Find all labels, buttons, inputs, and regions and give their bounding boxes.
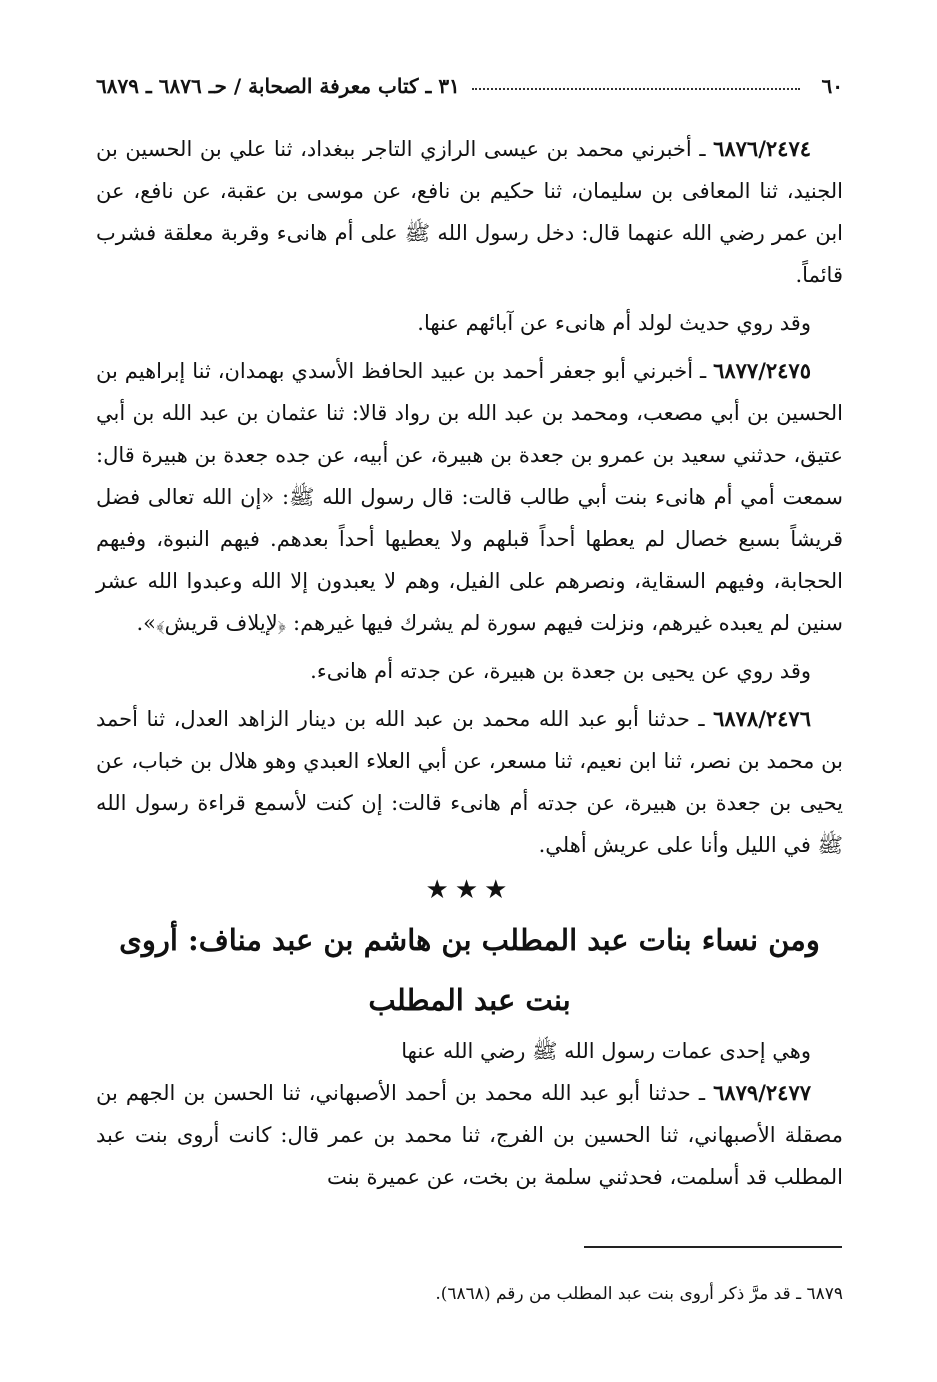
narration-note: وقد روي عن يحيى بن جعدة بن هبيرة، عن جدته أم هانىء. bbox=[310, 659, 811, 683]
hadith-text: ـ أخبرني أبو جعفر أحمد بن عبيد الحافظ الأسدي بهمدان، ثنا إبراهيم بن الحسين بن أبي مصعب، ومحمد بن عبد الله بن رواد قالا: ثنا عثمان بن عبد الله بن أبي عتيق، حدثني سعيد بن عمرو بن جعدة بن هبيرة، عن أبيه، عن جده جعدة بن هبيرة قال: سمعت أمي أم هانىء بنت أبي طالب قالت: قال رسول الله ﷺ: «إن الله تعالى فضل قريشاً بسبع خصال لم يعطها أحداً قبلهم ولا يعطيها أحداً بعدهم. فيهم النبوة، وفيهم الحجابة، وفيهم السقاية، ونصرهم على الفيل، وهم لا يعبدون إلا الله وعبدوا الله عشر سنين لم يعبده غيرهم، ونزلت فيهم سورة لم يشرك فيها غيرهم: ﴿لإيلاف قريش﴾». bbox=[96, 359, 843, 635]
hadith-number: ٦٨٧٧/٢٤٧٥ bbox=[713, 358, 811, 383]
hadith-6877 bbox=[96, 350, 843, 644]
footnote-separator bbox=[584, 1246, 842, 1248]
chapter-heading: ومن نساء بنات عبد المطلب بن هاشم بن عبد مناف: أروى bbox=[119, 923, 820, 957]
running-head bbox=[96, 66, 843, 106]
narration-note: وقد روي حديث لولد أم هانىء عن آبائهم عنها. bbox=[417, 311, 811, 335]
running-head-title: ٣١ ـ كتاب معرفة الصحابة / حـ ٦٨٧٦ ـ ٦٨٧٩ bbox=[96, 74, 460, 98]
hadith-number: ٦٨٧٨/٢٤٧٦ bbox=[713, 706, 811, 731]
hadith-6879 bbox=[96, 1072, 843, 1198]
hadith-number: ٦٨٧٩/٢٤٧٧ bbox=[713, 1080, 811, 1105]
hadith-6876 bbox=[96, 128, 843, 296]
section-divider-stars: ★★★ bbox=[425, 875, 514, 905]
page-number: ٦٠ bbox=[821, 74, 843, 98]
hadith-text: ـ أخبرني محمد بن عيسى الرازي التاجر ببغداد، ثنا علي بن الحسين بن الجنيد، ثنا المعافى بن سليمان، ثنا حكيم بن نافع، عن موسى بن عقبة، عن نافع، عن ابن عمر رضي الله عنهما قال: دخل رسول الله ﷺ على أم هانىء وقربة معلقة فشرب قائماً. bbox=[96, 137, 843, 287]
hadith-number: ٦٨٧٦/٢٤٧٤ bbox=[713, 136, 811, 161]
main-text bbox=[96, 128, 843, 1198]
leader-dots bbox=[472, 88, 800, 90]
chapter-heading-continued: بنت عبد المطلب bbox=[368, 983, 571, 1017]
chapter-subtitle: وهي إحدى عمات رسول الله ﷺ رضي الله عنها bbox=[401, 1039, 811, 1063]
hadith-6878 bbox=[96, 698, 843, 866]
footnote: ٦٨٧٩ ـ قد مرَّ ذكر أروى بنت عبد المطلب من رقم (٦٨٦٨). bbox=[435, 1284, 843, 1304]
hadith-text: ـ حدثنا أبو عبد الله محمد بن عبد الله بن دينار الزاهد العدل، ثنا أحمد بن محمد بن نصر، ثنا ابن نعيم، ثنا مسعر، عن أبي العلاء العبدي وهو هلال بن خباب، عن يحيى بن جعدة بن هبيرة، عن جدته أم هانىء قالت: إن كنت لأسمع قراءة رسول الله ﷺ في الليل وأنا على عريش أهلي. bbox=[96, 707, 843, 857]
hadith-text: ـ حدثنا أبو عبد الله محمد بن أحمد الأصبهاني، ثنا الحسن بن الجهم بن مصقلة الأصبهاني، ثنا الحسين بن الفرج، ثنا محمد بن عمر قال: كانت أروى بنت عبد المطلب قد أسلمت، فحدثني سلمة بن بخت، عن عميرة بنت bbox=[96, 1081, 843, 1189]
